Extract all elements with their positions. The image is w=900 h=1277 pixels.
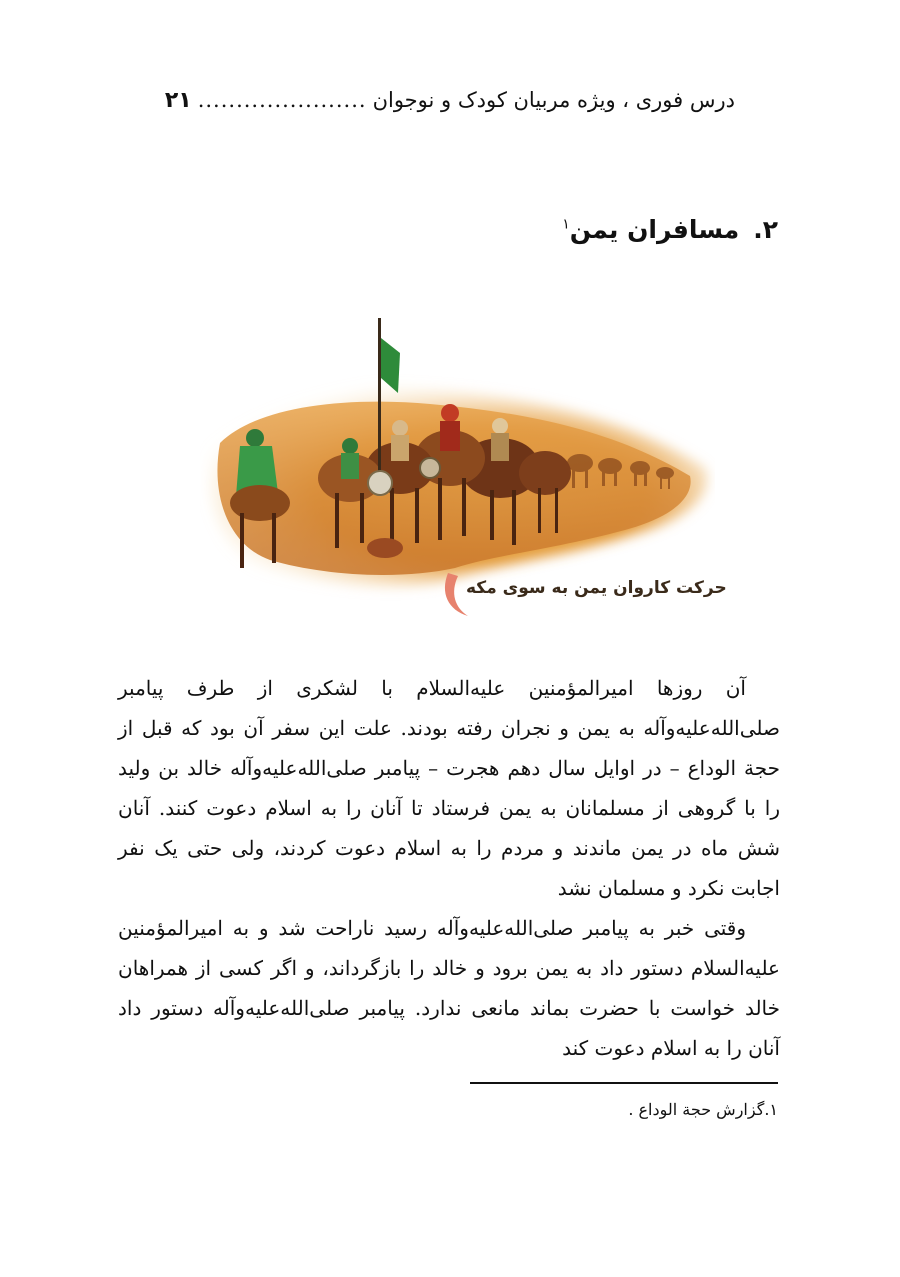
header-dot-leader: ......................: [197, 88, 367, 112]
running-header: [120, 80, 735, 120]
section-number: ۲.: [753, 215, 778, 244]
body-text: [118, 668, 780, 1068]
caravan-illustration: [200, 318, 715, 620]
page-number: ۲۱: [164, 87, 192, 113]
footnote-marker: ۱: [562, 216, 570, 233]
footnote: ۱.گزارش حجة الوداع .: [628, 1100, 778, 1119]
section-title-text: مسافران یمن: [569, 215, 740, 244]
footnote-divider: [470, 1082, 778, 1084]
figure-caption: حرکت کاروان یمن به سوی مکه: [466, 578, 727, 598]
section-heading: [562, 215, 778, 244]
paragraph: آن روزها امیرالمؤمنین علیه‌السلام با لشکری از طرف پیامبر صلی‌الله‌علیه‌وآله به یمن و نجران رفته بودند. علت این سفر آن بود که قبل از حجة الوداع – در اوایل سال دهم هجرت – پیامبر صلی‌الله‌علیه‌وآله خالد بن ولید را با گروهی از مسلمانان به یمن فرستاد تا آنان را به اسلام دعوت کنند. آنان شش ماه در یمن ماندند و مردم را به اسلام دعوت کردند، ولی حتی یک نفر اجابت نکرد و مسلمان نشد: [118, 676, 780, 900]
caravan-painting: [200, 318, 715, 620]
header-title: درس فوری ، ویژه مربیان کودک و نوجوان: [372, 88, 735, 112]
paragraph: وقتی خبر به پیامبر صلی‌الله‌علیه‌وآله رسید ناراحت شد و به امیرالمؤمنین علیه‌السلام دستور داد به یمن برود و خالد را بازگرداند، و اگر کسی از همراهان خالد خواست با حضرت بماند مانعی ندارد. پیامبر صلی‌الله‌علیه‌وآله دستور داد آنان را به اسلام دعوت کند: [118, 916, 781, 1060]
